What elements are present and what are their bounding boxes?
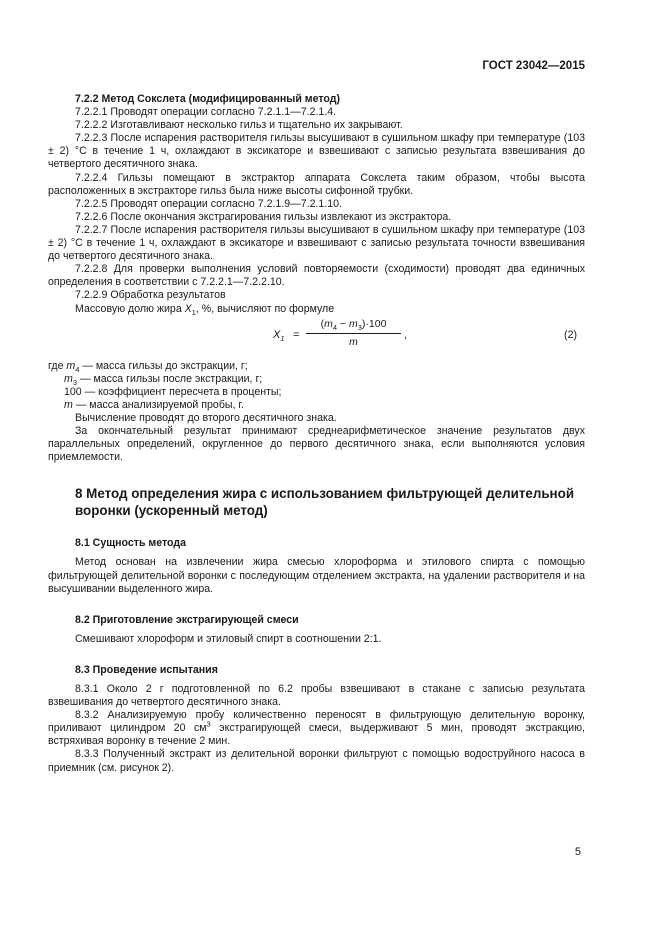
paragraph-8-3-2 [48,709,585,748]
paragraph-7-2-2-7: 7.2.2.7 После испарения растворителя гильзы высушивают в сушильном шкафу при температуре (103 ± 2) °С в течение 1 ч, охлаждают в эксикаторе и взвешивают с записью результата точности взвешивания до четвертого десятичного знака. [48,223,585,263]
section-8-3-title: 8.3 Проведение испытания [75,663,218,676]
section-7-2-2-title: 7.2.2 Метод Сокслета (модифицированный метод) [75,93,340,105]
formula-equals: = [293,328,300,341]
paragraph-8-3-3: 8.3.3 Полученный экстракт из делительной воронки фильтруют с помощью водоструйного насоса в приемник (см. рисунок 2). [48,748,585,774]
formula-m4: m [324,317,333,330]
formula-intro [48,303,585,316]
formula-comma: , [404,328,407,341]
formula-fraction [306,318,401,349]
formula-paren-open: ( [320,317,325,330]
paragraph-7-2-2-5: 7.2.2.5 Проводят операции согласно 7.2.1.9—7.2.1.10. [75,197,342,210]
formula-times-100: ·100 [365,317,387,330]
formula-m3-sub: 3 [357,322,362,332]
paragraph-8-1: Метод основан на извлечении жира смесью хлороформа и этилового спирта с помощью фильтрующей делительной воронки с последующим отделением экстракта, на удалении растворителя и на высушивании выделенного жира. [48,556,585,595]
section-8-1-title: 8.1 Сущность метода [75,537,187,550]
paragraph-8-2: Смешивают хлороформ и этиловый спирт в соотношении 2:1. [75,632,382,645]
where-m-text: — масса анализируемой пробы, г. [72,398,244,411]
section-8-2-title: 8.2 Приготовление экстрагирующей смеси [75,613,299,626]
paragraph-7-2-2-3: 7.2.2.3 После испарения растворителя гильзы высушивают в сушильном шкафу при температуре (103 ± 2) °С в течение 1 ч, охлаждают в эксикаторе и взвешивают с записью результата взвешивания до четвертого десятичного знака. [48,132,585,171]
formula-intro-sub: 1 [191,307,196,317]
formula-m3: m [348,317,358,330]
formula-paren-close: ) [361,317,366,330]
where-100: 100 — коэффициент пересчета в проценты; [64,385,282,398]
paragraph-7-2-2-2: 7.2.2.2 Изготавливают несколько гильз и тщательно их закрывают. [75,119,403,132]
where-m4-var: m [66,359,76,372]
where-m4-sub: 4 [75,364,80,374]
paragraph-8-3-2-text: 8.3.2 Анализируемую пробу количественно переносят в фильтрующую делительную воронку, приливают цилиндром 20 см [48,709,585,735]
standard-number: ГОСТ 23042—2015 [482,60,585,72]
page-number: 5 [574,846,581,858]
paragraph-7-2-2-6: 7.2.2.6 После окончания экстрагирования гильзы извлекают из экстрактора. [75,210,452,223]
where-m3-var: m [64,372,73,385]
formula-m4-sub: 4 [332,322,337,332]
cubic-superscript: 3 [206,719,211,729]
paragraph-8-3-2-tail: экстрагирующей смеси, выдерживают 5 мин, проводят экстракцию, встряхивая воронку в течение 2 мин. [48,722,585,748]
formula-lhs [273,329,285,342]
paragraph-7-2-2-9: 7.2.2.9 Обработка результатов [75,289,226,302]
formula-denominator: m [349,335,358,348]
formula-minus: − [337,317,349,330]
formula-2 [48,316,585,360]
paragraph-7-2-2-4: 7.2.2.4 Гильзы помещают в экстрактор аппарата Сокслета таким образом, чтобы высота расположенных в экстракторе гильз была ниже высоты сифонной трубки. [48,171,585,197]
where-m4-text: — масса гильзы до экстракции, г; [79,359,248,372]
final-result-paragraph: За окончательный результат принимают среднеарифметическое значение результатов двух параллельных определений, округленное до первого десятичного знака, если выполняются условия приемлемости. [48,425,585,464]
formula-intro-var: X [184,302,192,315]
where-m4 [48,360,585,373]
paragraph-8-3-1: 8.3.1 Около 2 г подготовленной по 6.2 пробы взвешивают в стакане с записью результата взвешивания до четвертого десятичного знака. [48,683,585,709]
where-m [48,399,585,412]
page-content [48,93,585,775]
formula-numerator [306,318,401,333]
formula-intro-text: Массовую долю жира [75,302,185,315]
where-m3 [48,373,585,386]
where-lead: где [48,359,67,372]
where-m3-text: — масса гильзы после экстракции, г; [77,372,263,385]
formula-lhs-var: X [273,328,281,341]
where-m3-sub: 3 [72,377,77,387]
calculation-precision: Вычисление проводят до второго десятичного знака. [75,411,337,424]
formula-lhs-sub: 1 [280,333,285,343]
paragraph-7-2-2-1: 7.2.2.1 Проводят операции согласно 7.2.1.1—7.2.1.4. [75,106,337,119]
paragraph-7-2-2-8: 7.2.2.8 Для проверки выполнения условий повторяемости (сходимости) проводят два единичных определения в соответствии с 7.2.2.1—7.2.2.10. [48,263,585,289]
where-m-var: m [64,398,73,411]
formula-number: (2) [564,328,577,341]
section-8-title: 8 Метод определения жира с использованием фильтрующей делительной воронки (ускоренный метод) [75,486,575,518]
formula-intro-tail: , %, вычисляют по формуле [195,302,335,315]
